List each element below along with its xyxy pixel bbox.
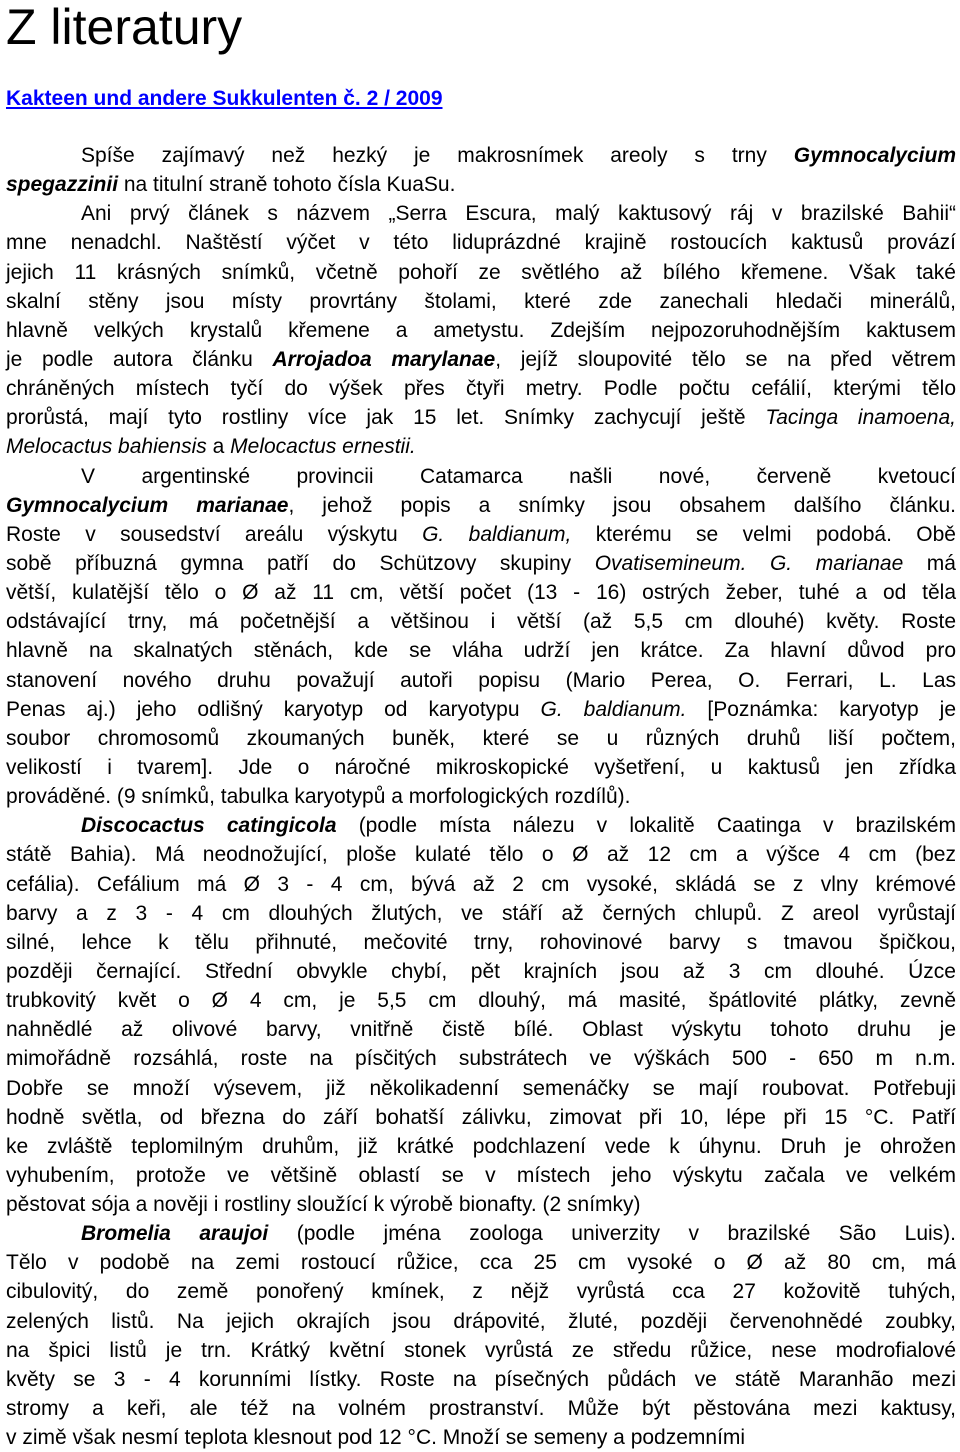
text-line <box>6 491 956 520</box>
text-run: mimořádně rozsáhlá, roste na písčitých substrátech ve výškách 500 - 650 m n.m. <box>6 1047 956 1071</box>
text-run: mne nenadchl. Naštěstí výčet v této liduprázdné krajině rostoucích kaktusů provází <box>6 231 956 255</box>
text-line <box>6 1132 956 1161</box>
text-line <box>6 1394 956 1423</box>
text-run: Tělo v podobě na zemi rostoucí růžice, cca 25 cm vysoké o Ø až 80 cm, má <box>6 1251 956 1275</box>
text-line <box>6 1190 956 1219</box>
text-run: má <box>903 551 956 575</box>
text-run: stromy a keři, ale též na volném prostranství. Může být pěstována mezi kaktusy, <box>6 1397 956 1421</box>
text-line <box>6 1307 956 1336</box>
text-line <box>6 287 956 316</box>
text-run: (podle místa nálezu v lokalitě Caatinga v brazilském <box>336 814 956 838</box>
text-run: jejich 11 krásných snímků, včetně pohoří ze světlého až bílého křemene. Však také <box>6 260 956 284</box>
article-body <box>6 141 956 1452</box>
text-run: je podle autora článku <box>6 347 273 371</box>
text-line <box>6 345 956 374</box>
text-line <box>6 1044 956 1073</box>
text-run: soubor chromosomů zkoumaných buněk, které se u různých druhů liší počtem, <box>6 726 956 750</box>
text-run: prováděné. (9 snímků, tabulka karyotypů a morfologických rozdílů). <box>6 785 631 809</box>
text-line <box>6 607 956 636</box>
species-name: Gymnocalycium marianae <box>6 493 289 517</box>
text-line <box>6 1015 956 1044</box>
text-line <box>6 199 956 228</box>
text-line <box>6 928 956 957</box>
text-run: trubkovitý květ o Ø 4 cm, je 5,5 cm dlouhý, má masité, špátlovité plátky, zevně <box>6 989 956 1013</box>
text-run: skalní stěny jsou místy provrtány štolami, které zde zanechali hledači minerálů, <box>6 289 956 313</box>
text-line <box>6 899 956 928</box>
text-line <box>6 986 956 1015</box>
text-line <box>6 1074 956 1103</box>
text-run: a <box>206 435 231 459</box>
text-line <box>6 228 956 257</box>
text-line <box>6 1277 956 1306</box>
text-line <box>6 141 956 170</box>
text-run: Spíše zajímavý než hezký je makrosnímek areoly s trny <box>81 144 794 167</box>
text-run: vyhubením, protože ve většině oblastí se v místech jeho výskytu začala ve velkém <box>6 1163 956 1187</box>
text-run: (podle jména zoologa univerzity v brazilské São Luis). <box>268 1222 956 1246</box>
species-name: Melocactus ernestii. <box>230 435 416 459</box>
source-heading: Kakteen und andere Sukkulenten č. 2 / 2009 <box>6 87 443 110</box>
species-name: Tacinga inamoena, <box>765 406 956 430</box>
page-title: Z literatury <box>6 0 243 55</box>
text-run: státě Bahia). Má neodnožující, ploše kulaté tělo o Ø až 12 cm a výšce 4 cm (bez <box>6 843 956 867</box>
text-line <box>6 170 956 199</box>
species-name: Bromelia araujoi <box>81 1222 269 1246</box>
text-line <box>6 870 956 899</box>
text-line <box>6 432 956 461</box>
text-line <box>6 549 956 578</box>
text-run: sobě příbuzná gymna patří do Schützovy skupiny <box>6 551 595 575</box>
text-line <box>6 462 956 491</box>
text-run: cefália). Cefálium má Ø 3 - 4 cm, bývá až 2 cm vysoké, skládá se z vlny krémové <box>6 872 956 896</box>
text-line <box>6 1336 956 1365</box>
species-name: Gymnocalycium <box>793 144 956 167</box>
text-line <box>6 316 956 345</box>
species-name: Melocactus bahiensis <box>6 435 207 459</box>
text-line <box>6 403 956 432</box>
species-name: spegazzinii <box>6 173 119 197</box>
text-run: , jejíž sloupovité tělo se na před větrem <box>495 347 956 371</box>
text-run: květy se 3 - 4 korunními lístky. Roste na písečných půdách ve státě Maranhão mezi <box>6 1367 956 1391</box>
text-run: prorůstá, mají tyto rostliny více jak 15 let. Snímky zachycují ještě <box>6 406 766 430</box>
text-run: větší, kulatější tělo o Ø až 11 cm, větší počet (13 - 16) ostrých žeber, tuhé a od těla <box>6 581 956 605</box>
text-run: pěstovat sója a nověji i rostliny sloužící k výrobě bionafty. (2 snímky) <box>6 1193 641 1217</box>
species-name: Arrojadoa marylanae <box>272 347 496 371</box>
species-name: G. baldianum, <box>422 522 572 546</box>
text-line <box>6 520 956 549</box>
text-run: v zimě však nesmí teplota klesnout pod 12 °C. Množí se semeny a podzemními <box>6 1426 746 1450</box>
text-run: později černající. Střední obvykle chybí, pět krajních jsou až 3 cm dlouhé. Úzce <box>6 959 956 983</box>
text-run: hodně světla, od března do září bohatší zálivku, zimovat při 10, lépe při 15 °C. Patří <box>6 1105 956 1129</box>
text-line <box>6 840 956 869</box>
text-line <box>6 1103 956 1132</box>
text-line <box>6 782 956 811</box>
text-line <box>6 1248 956 1277</box>
text-line <box>6 695 956 724</box>
text-run: hlavně na skalnatých stěnách, kde se vláha udrží jen krátce. Za hlavní důvod pro <box>6 639 956 663</box>
text-run: na špici listů je trn. Krátký květní stonek vyrůstá ze středu růžice, nese modrofialové <box>6 1338 956 1362</box>
text-run: hlavně velkých krystalů křemene a ametystu. Zdejším nejpozoruhodnějším kaktusem <box>6 318 956 342</box>
text-line <box>6 957 956 986</box>
text-run: silné, lehce k tělu přihnuté, mečovité trny, rohovinové barvy s tmavou špičkou, <box>6 930 956 954</box>
text-line <box>6 753 956 782</box>
text-run: nahnědlé až olivové barvy, vnitřně čistě bílé. Oblast výskytu tohoto druhu je <box>6 1018 956 1042</box>
text-run: Dobře se množí výsevem, již několikadenní semenáčky se mají roubovat. Potřebuji <box>6 1076 956 1100</box>
text-run: ke zvláště teplomilným druhům, již krátké podchlazení vede k úhynu. Druh je ohrožen <box>6 1134 956 1158</box>
text-run: Roste v sousedství areálu výskytu <box>6 522 423 546</box>
text-run: stanovení nového druhu považují autoři popisu (Mario Perea, O. Ferrari, L. Las <box>6 668 956 692</box>
species-name: Discocactus catingicola <box>81 814 337 838</box>
text-run: , jehož popis a snímky jsou obsahem dalšího článku. <box>288 493 956 517</box>
text-line <box>6 258 956 287</box>
text-run: cibulovitý, do země ponořený kmínek, z nějž vyrůstá cca 27 kožovitě tuhých, <box>6 1280 956 1304</box>
text-run: na titulní straně tohoto čísla KuaSu. <box>118 173 456 197</box>
text-line <box>6 666 956 695</box>
text-run: Penas aj.) jeho odlišný karyotyp od karyotypu <box>6 697 541 721</box>
text-line <box>6 1365 956 1394</box>
text-run: velikostí i tvarem]. Jde o náročné mikroskopické vyšetření, u kaktusů jen zřídka <box>6 755 956 779</box>
text-run: [Poznámka: karyotyp je <box>686 697 956 721</box>
species-name: G. baldianum. <box>540 697 687 721</box>
text-run: Ani prvý článek s názvem „Serra Escura, malý kaktusový ráj v brazilské Bahii“ <box>81 202 956 226</box>
text-run: odstávající trny, má početnější a většinou i větší (až 5,5 cm dlouhé) květy. Roste <box>6 610 956 634</box>
text-run: kterému se velmi podobá. Obě <box>571 522 956 546</box>
text-line <box>6 1161 956 1190</box>
text-run: chráněných místech tyčí do výšek přes čtyři metry. Podle počtu cefálií, kterými tělo <box>6 377 956 401</box>
text-run: V argentinské provincii Catamarca našli nové, červeně kvetoucí <box>81 464 956 488</box>
text-line <box>6 578 956 607</box>
species-name: Ovatisemineum. G. marianae <box>594 551 904 575</box>
text-line <box>6 1219 956 1248</box>
text-line <box>6 724 956 753</box>
text-run: zelených listů. Na jejich okrajích jsou drápovité, žluté, později červenohnědé zoubky, <box>6 1309 956 1333</box>
text-line <box>6 636 956 665</box>
text-line <box>6 374 956 403</box>
text-run: barvy a z 3 - 4 cm dlouhých žlutých, ve stáří až černých chlupů. Z areol vyrůstají <box>6 901 956 925</box>
text-line <box>6 811 956 840</box>
